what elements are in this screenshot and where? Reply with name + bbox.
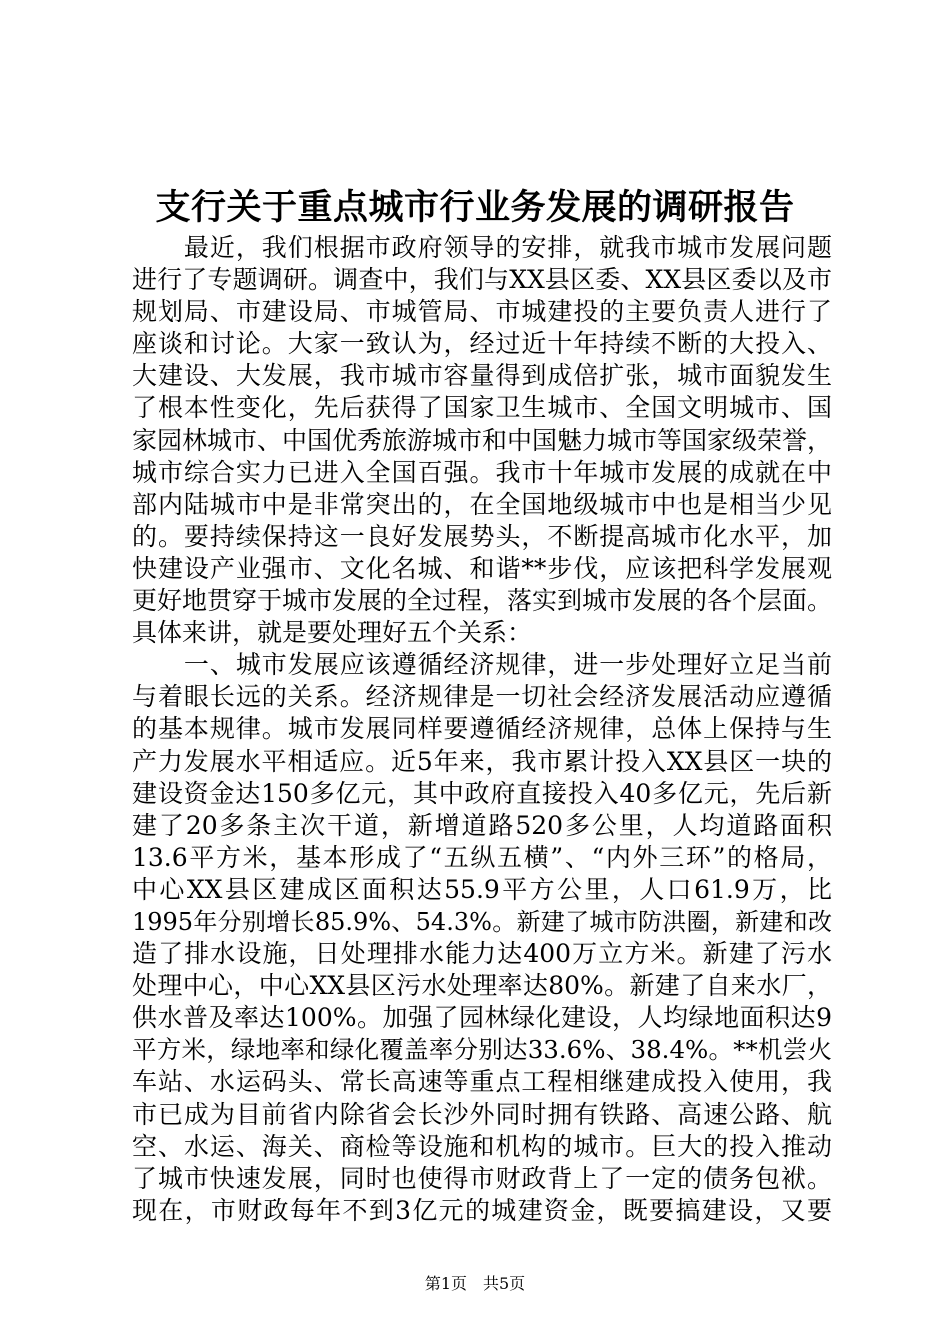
text-line: 13.6平方米，基本形成了“五纵五横”、“内外三环”的格局， [132,842,832,872]
document-body [132,232,832,1227]
text-line: 部内陆城市中是非常突出的，在全国地级城市中也是相当少见 [132,489,832,519]
text-line: 快建设产业强市、文化名城、和谐**步伐，应该把科学发展观 [132,553,832,583]
text-line: 了城市快速发展，同时也使得市财政背上了一定的债务包袱。 [132,1163,832,1193]
text-line: 现在，市财政每年不到3亿元的城建资金，既要搞建设，又要 [132,1195,832,1225]
text-line: 的基本规律。城市发展同样要遵循经济规律，总体上保持与生 [132,714,832,744]
text-line: 建了20多条主次干道，新增道路520多公里，人均道路面积 [132,810,832,840]
text-line: 最近，我们根据市政府领导的安排，就我市城市发展问题 [132,233,832,262]
text-line: 供水普及率达100%。加强了园林绿化建设，人均绿地面积达9 [132,1003,832,1033]
text-line: 的。要持续保持这一良好发展势头，不断提高城市化水平，加 [132,521,832,551]
text-line: 市已成为目前省内除省会长沙外同时拥有铁路、高速公路、航 [132,1099,832,1129]
page-footer: 第1页 共5页 [424,1274,526,1293]
text-line: 车站、水运码头、常长高速等重点工程相继建成投入使用，我 [132,1067,832,1097]
text-line: 规划局、市建设局、市城管局、市城建投的主要负责人进行了 [132,297,832,327]
text-line: 具体来讲，就是要处理好五个关系： [132,618,533,648]
text-line: 大建设、大发展，我市城市容量得到成倍扩张，城市面貌发生 [132,361,832,391]
text-line: 城市综合实力已进入全国百强。我市十年城市发展的成就在中 [132,457,832,487]
text-line: 座谈和讨论。大家一致认为，经过近十年持续不断的大投入、 [132,329,832,359]
text-line: 建设资金达150多亿元，其中政府直接投入40多亿元，先后新 [132,778,832,808]
text-line: 更好地贯穿于城市发展的全过程，落实到城市发展的各个层面。 [132,586,833,616]
document-title: 支行关于重点城市行业务发展的调研报告 [155,187,795,228]
text-line: 产力发展水平相适应。近5年来，我市累计投入XX县区一块的 [132,746,832,776]
text-line: 家园林城市、中国优秀旅游城市和中国魅力城市等国家级荣誉， [132,425,833,455]
text-line: 空、水运、海关、商检等设施和机构的城市。巨大的投入推动 [132,1131,832,1161]
text-line: 中心XX县区建成区面积达55.9平方公里，人口61.9万，比 [132,874,832,904]
text-line: 了根本性变化，先后获得了国家卫生城市、全国文明城市、国 [132,393,832,423]
text-line: 造了排水设施，日处理排水能力达400万立方米。新建了污水 [132,939,832,969]
text-line: 进行了专题调研。调查中，我们与XX县区委、XX县区委以及市 [132,265,832,295]
text-line: 1995年分别增长85.9%、54.3%。新建了城市防洪圈，新建和改 [132,907,832,936]
text-line: 处理中心，中心XX县区污水处理率达80%。新建了自来水厂， [132,971,832,1001]
text-line: 与着眼长远的关系。经济规律是一切社会经济发展活动应遵循 [132,682,832,712]
text-line: 一、城市发展应该遵循经济规律，进一步处理好立足当前 [132,650,832,680]
text-line: 平方米，绿地率和绿化覆盖率分别达33.6%、38.4%。**机尝火 [132,1035,832,1065]
